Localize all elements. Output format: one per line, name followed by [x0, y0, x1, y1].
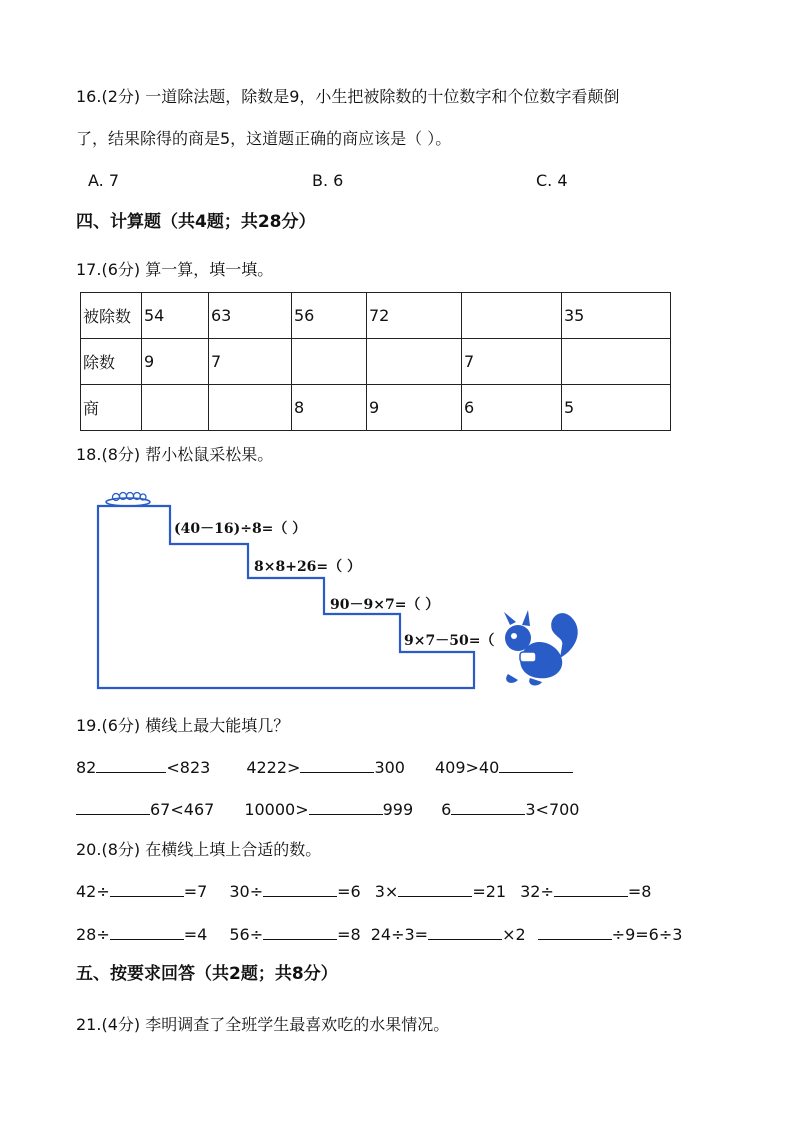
table-cell: 9 — [142, 339, 209, 385]
table-cell — [367, 339, 462, 385]
answer-blank[interactable] — [76, 798, 150, 815]
q20-item-post: ÷9=6÷3 — [611, 925, 683, 944]
answer-blank[interactable] — [309, 798, 383, 815]
q16-line1: 16.(2分) 一道除法题，除数是9，小生把被除数的十位数字和个位数字看颠倒 — [76, 87, 620, 106]
q20-row1 — [76, 880, 651, 903]
table-cell — [209, 385, 292, 431]
q19-item-pre: 6 — [441, 800, 452, 819]
section-5-heading: 五、按要求回答（共2题；共8分） — [76, 964, 338, 984]
q19-stem: 19.(6分) 横线上最大能填几？ — [76, 716, 290, 735]
q20-item-post: =8 — [337, 925, 361, 944]
q20-item-post: ×2 — [502, 925, 526, 944]
table-cell — [462, 293, 562, 339]
q19-item-pre: 4222> — [246, 758, 301, 777]
staircase-drawing — [90, 488, 590, 698]
q20-item-post: =7 — [183, 882, 208, 901]
table-cell: 7 — [209, 339, 292, 385]
section-4-heading: 四、计算题（共4题；共28分） — [76, 212, 316, 232]
table-cell: 72 — [367, 293, 462, 339]
q19-row2 — [76, 798, 579, 821]
stair-equation-1: (40－16)÷8=（ ） — [174, 521, 307, 537]
table-cell: 8 — [292, 385, 367, 431]
answer-blank[interactable] — [263, 880, 337, 897]
q19-item-pre: 409>40 — [434, 758, 500, 777]
answer-blank[interactable] — [499, 756, 573, 773]
q20-item-pre: 24÷3= — [370, 925, 429, 944]
q20-item-pre: 56÷ — [229, 925, 264, 944]
answer-blank[interactable] — [554, 880, 628, 897]
stair-equation-3: 90－9×7=（ ） — [330, 597, 440, 613]
q20-item-pre: 32÷ — [520, 882, 554, 901]
pine-cone-basket-icon — [106, 493, 150, 507]
answer-blank[interactable] — [538, 923, 612, 940]
q21-stem: 21.(4分) 李明调查了全班学生最喜欢吃的水果情况。 — [76, 1015, 450, 1034]
q20-row2 — [76, 923, 682, 946]
squirrel-icon — [504, 610, 578, 685]
table-row — [81, 339, 671, 385]
table-cell — [562, 339, 671, 385]
stair-equation-2: 8×8+26=（ ） — [254, 559, 362, 575]
answer-blank[interactable] — [110, 923, 184, 940]
q19-item-post: 999 — [382, 800, 414, 819]
table-cell — [292, 339, 367, 385]
q19-item-post: <823 — [166, 758, 211, 777]
q19-item-pre: 10000> — [244, 800, 309, 819]
table-cell: 56 — [292, 293, 367, 339]
staircase-figure — [90, 488, 590, 698]
stair-equation-4: 9×7－50=（ — [404, 633, 495, 649]
answer-blank[interactable] — [110, 880, 184, 897]
answer-blank[interactable] — [451, 798, 525, 815]
table-cell: 7 — [462, 339, 562, 385]
table-cell: 63 — [209, 293, 292, 339]
q20-item-post: =21 — [472, 882, 507, 901]
table-cell: 被除数 — [81, 293, 142, 339]
q20-item-post: =8 — [627, 882, 652, 901]
answer-blank[interactable] — [263, 923, 337, 940]
table-row — [81, 293, 671, 339]
table-cell: 54 — [142, 293, 209, 339]
q19-item-pre: 82 — [76, 758, 97, 777]
table-cell: 35 — [562, 293, 671, 339]
table-cell — [142, 385, 209, 431]
table-cell: 9 — [367, 385, 462, 431]
q16-line2: 了，结果除得的商是5，这道题正确的商应该是（ ）。 — [76, 129, 452, 148]
q19-item-post: 67<467 — [150, 800, 215, 819]
q16-option-a: A. 7 — [88, 171, 120, 190]
table-cell: 6 — [462, 385, 562, 431]
division-table — [80, 292, 671, 431]
answer-blank[interactable] — [300, 756, 374, 773]
table-cell: 商 — [81, 385, 142, 431]
q19-item-post: 300 — [374, 758, 405, 777]
table-row — [81, 385, 671, 431]
q20-item-pre: 3× — [374, 882, 399, 901]
q16-option-b: B. 6 — [312, 171, 344, 190]
answer-blank[interactable] — [96, 756, 166, 773]
table-cell: 除数 — [81, 339, 142, 385]
answer-blank[interactable] — [398, 880, 472, 897]
q16-option-c: C. 4 — [536, 171, 568, 190]
q20-item-pre: 42÷ — [76, 882, 110, 901]
q20-item-pre: 30÷ — [229, 882, 264, 901]
q20-item-pre: 28÷ — [76, 925, 110, 944]
q20-item-post: =6 — [337, 882, 361, 901]
q20-item-post: =4 — [183, 925, 208, 944]
answer-blank[interactable] — [428, 923, 502, 940]
q19-row1 — [76, 756, 573, 779]
q19-item-post: 3<700 — [525, 800, 580, 819]
q20-stem: 20.(8分) 在横线上填上合适的数。 — [76, 840, 322, 859]
table-cell: 5 — [562, 385, 671, 431]
q17-stem: 17.(6分) 算一算，填一填。 — [76, 260, 274, 279]
q18-stem: 18.(8分) 帮小松鼠采松果。 — [76, 445, 274, 464]
